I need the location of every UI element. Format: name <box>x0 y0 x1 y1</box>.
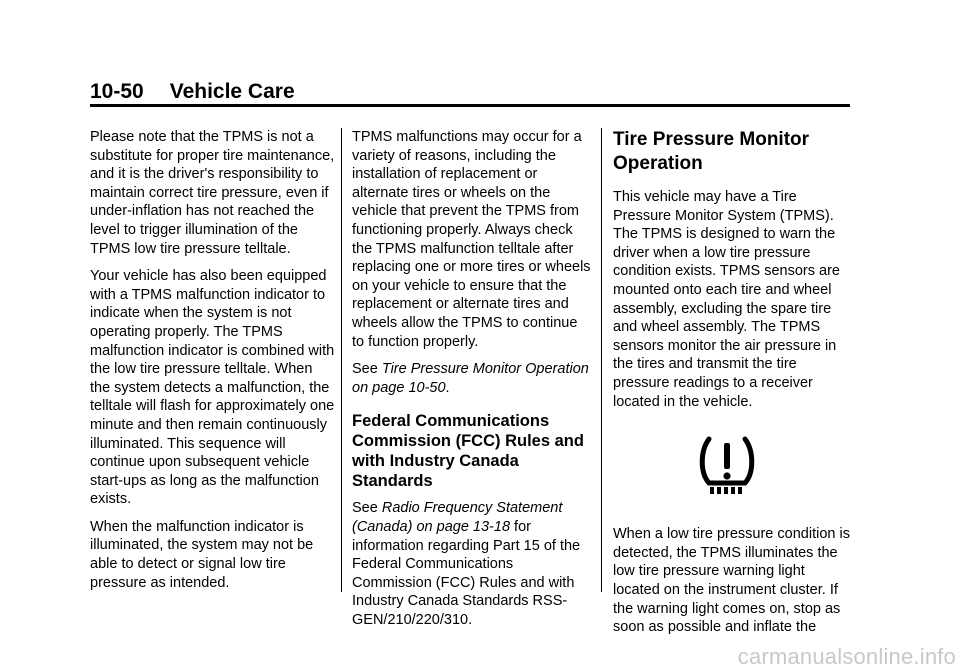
column-2 <box>352 128 592 638</box>
cross-reference-link[interactable]: Tire Pressure Monitor Operation on page 10-50 <box>352 361 589 396</box>
header-rule <box>90 104 850 107</box>
watermark: carmanualsonline.info <box>737 644 956 669</box>
see-reference <box>352 360 592 397</box>
section-title: Vehicle Care <box>169 80 295 103</box>
paragraph: This vehicle may have a Tire Pressure Monitor System (TPMS). The TPMS is designed to warn the driver when a low tire pressure condition exists. TPMS sensors are mounted onto each tire and wheel assembly, excluding the spare tire and wheel assembly. The TPMS sensors monitor the air pressure in the tires and transmit the tire pressure readings to a receiver located in the vehicle. <box>613 189 840 410</box>
column-divider <box>341 128 342 592</box>
page-header <box>90 78 295 106</box>
column-3 <box>613 128 853 646</box>
column-1 <box>90 128 336 601</box>
see-prefix: See <box>352 361 382 378</box>
see-suffix: for information regarding Part 15 of the Federal Communications Commission (FCC) Rules and with Industry Canada Standards RSS-GEN/210/220/310. <box>352 518 581 628</box>
low-tire-pressure-warning-icon <box>697 433 757 497</box>
paragraph: TPMS malfunctions may occur for a variety of reasons, including the installation of replacement or alternate tires or wheels on the vehicle that prevent the TPMS from functioning properly. Always check the TPMS malfunction telltale after replacing one or more tires or wheels on your vehicle to ensure that the replacement or alternate tires and wheels allow the TPMS to continue to function properly. <box>352 129 591 350</box>
paragraph: Your vehicle has also been equipped with a TPMS malfunction indicator to indicate when the system is not operating properly. The TPMS malfunction indicator is combined with the low tire pressure telltale. When the system detects a malfunction, the telltale will flash for approximately one minute and then remain continuously illuminated. This sequence will continue upon subsequent vehicle start-ups as long as the malfunction exists. <box>90 268 335 508</box>
section-heading-tpms: Tire Pressure Monitor Operation <box>613 129 810 174</box>
cross-reference-link[interactable]: Radio Frequency Statement (Canada) on page 13-18 <box>352 500 563 535</box>
page-number: 10-50 <box>90 80 144 103</box>
section-heading-fcc: Federal Communications Commission (FCC) Rules and with Industry Canada Standards <box>352 412 584 491</box>
see-reference <box>352 499 592 629</box>
figure <box>613 433 853 497</box>
paragraph: Please note that the TPMS is not a substitute for proper tire maintenance, and it is the driver's responsibility to maintain correct tire pressure, even if under-inflation has not reached the level to trigger illumination of the TPMS low tire pressure telltale. <box>90 129 335 257</box>
column-divider <box>601 128 602 592</box>
see-suffix: . <box>445 379 450 396</box>
paragraph: When a low tire pressure condition is detected, the TPMS illuminates the low tire pressure warning light located on the instrument cluster. If the warning light comes on, stop as soon as possible and inflate the <box>613 526 850 636</box>
see-prefix: See <box>352 500 382 517</box>
paragraph: When the malfunction indicator is illuminated, the system may not be able to detect or signal low tire pressure as intended. <box>90 518 314 591</box>
